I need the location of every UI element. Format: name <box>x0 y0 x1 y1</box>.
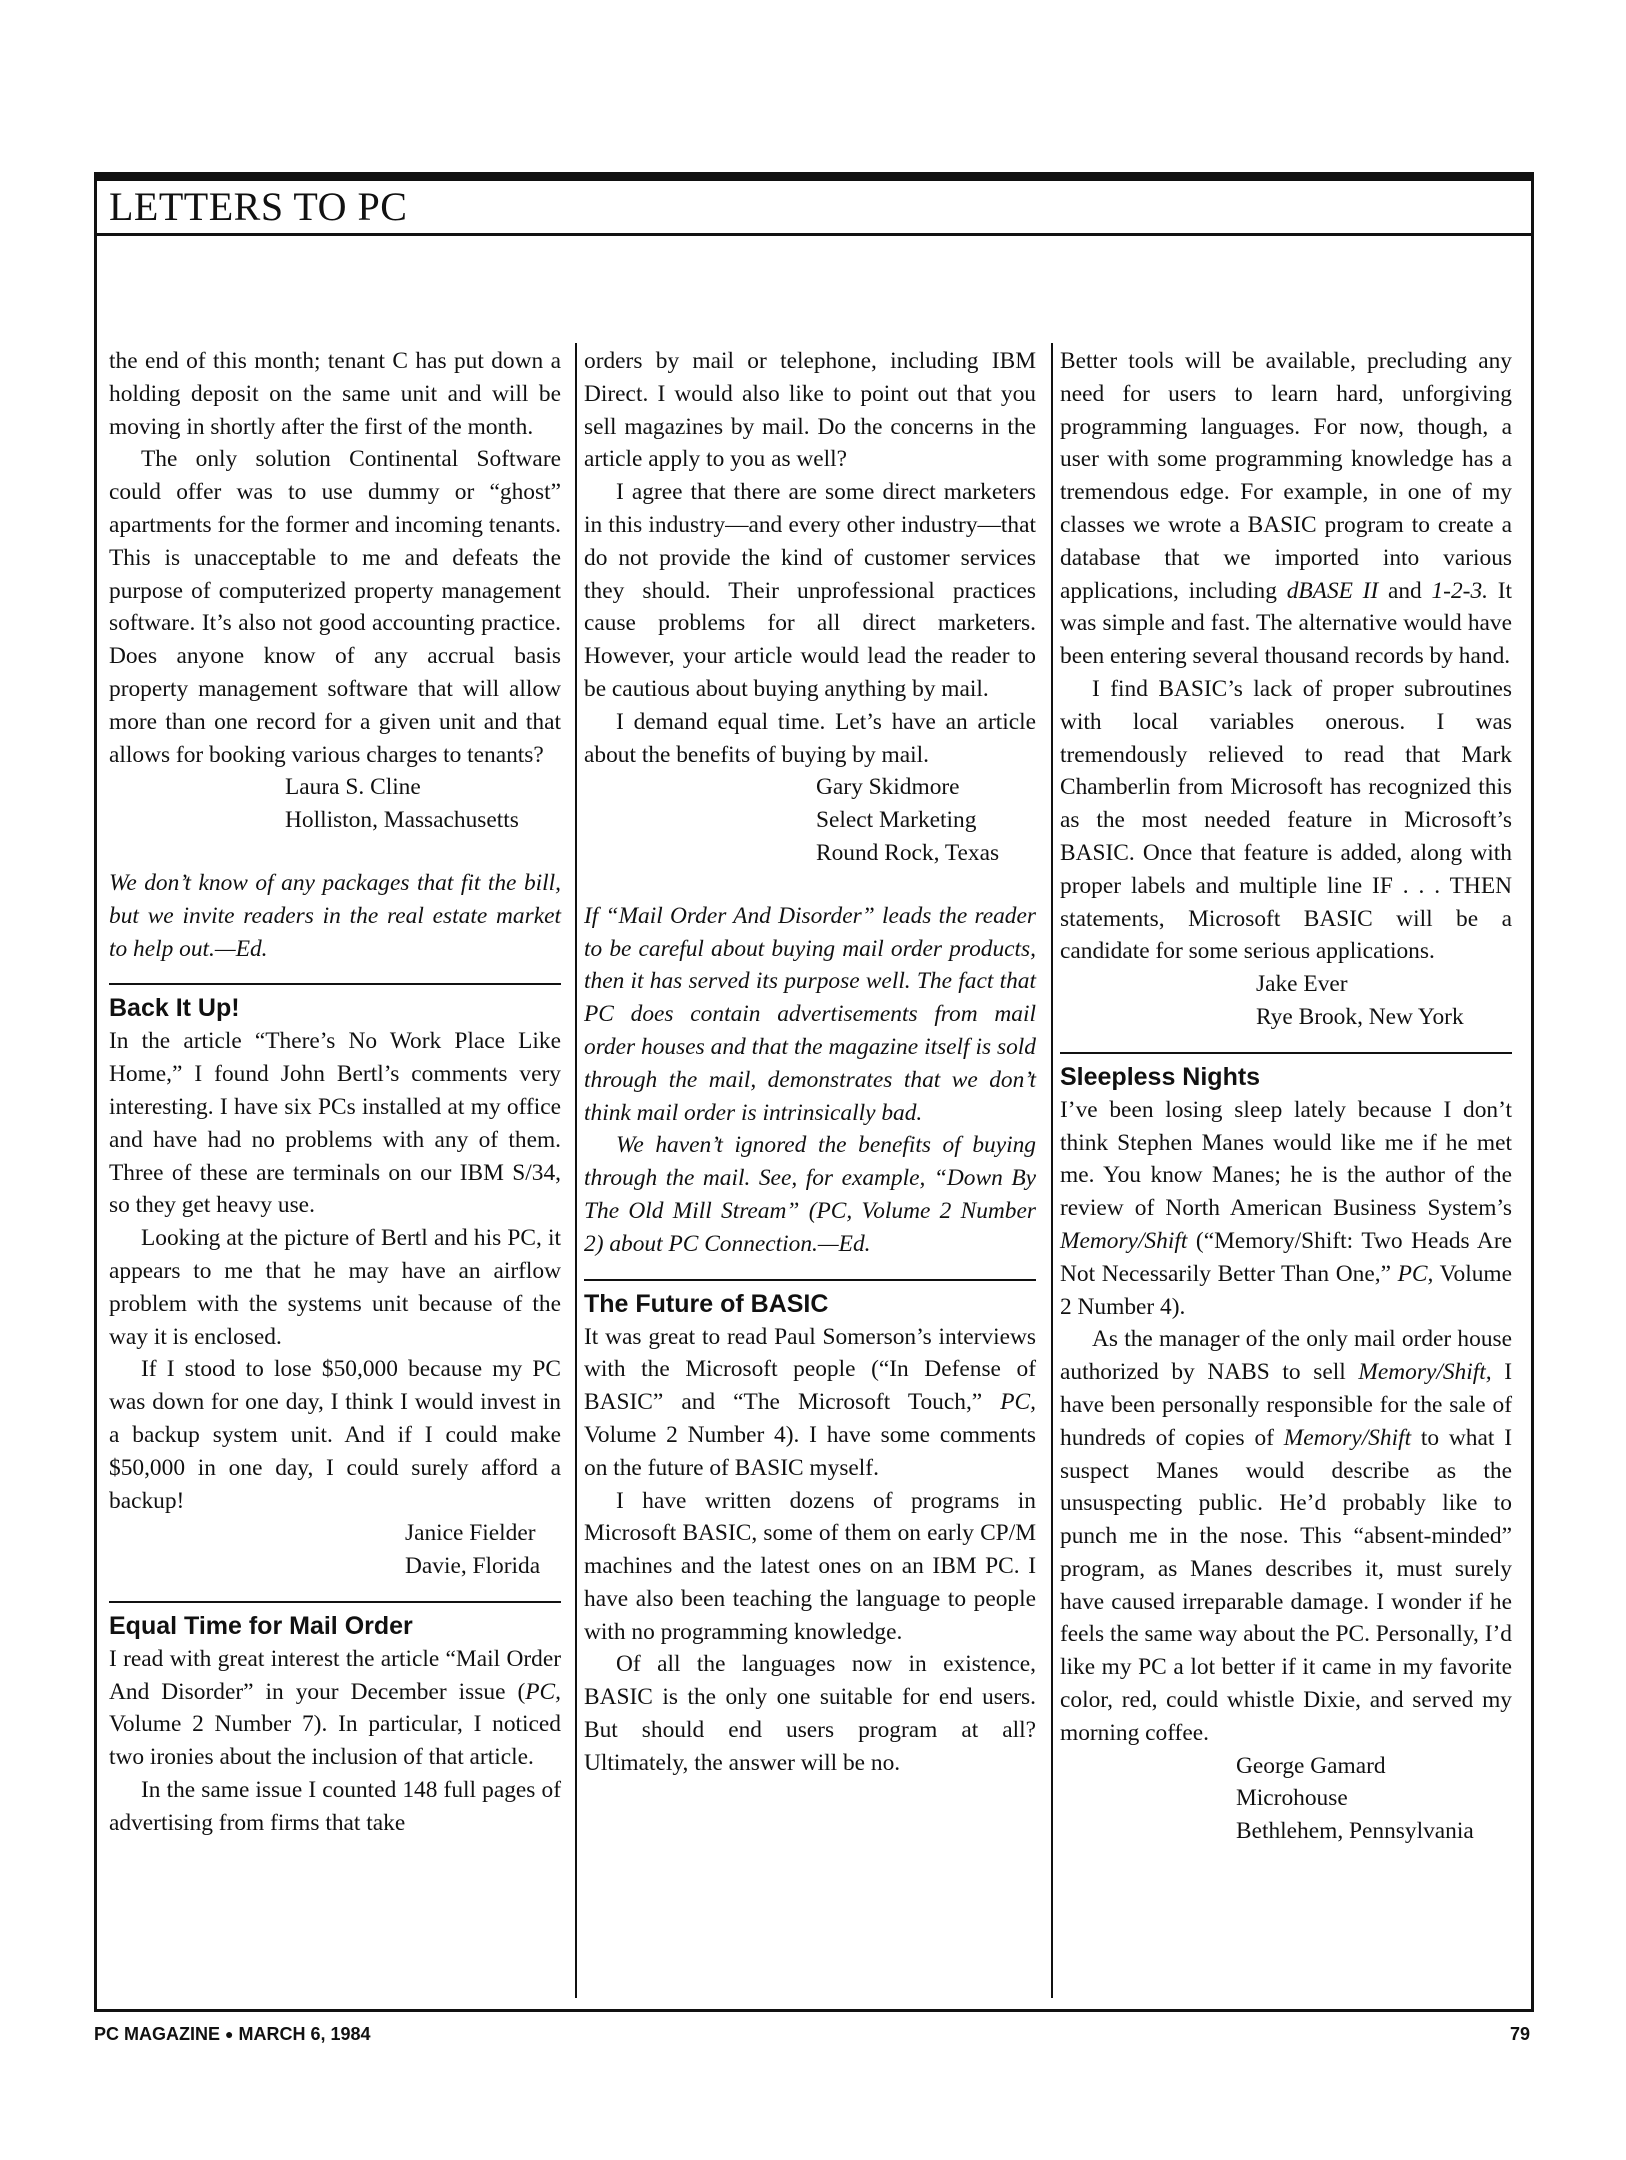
column-2 <box>584 345 1036 1780</box>
text-run: It was simple and fast. The alternative would have been entering several thousand records by hand. <box>1060 577 1513 670</box>
text-run: I have been personally responsible for the sale of hundreds of copies of <box>1060 1359 1512 1451</box>
section-divider <box>109 983 561 985</box>
signature-place: Rye Brook, New York <box>1256 1003 1464 1030</box>
letter-paragraph <box>109 1643 561 1774</box>
letter-paragraph: I have written dozens of programs in Microsoft BASIC, some of them on early CP/M machines and the latest ones on an IBM PC. I have also been teaching the language to people with no programming knowledge. <box>584 1487 1036 1645</box>
letter-paragraph: In the article “There’s No Work Place Like Home,” I found John Bertl’s comments very interesting. I have six PCs installed at my office and have had no problems with any of them. Three of these are terminals on our IBM S/34, so they get heavy use. <box>109 1028 561 1219</box>
product-name: Memory/Shift <box>1283 1424 1412 1451</box>
spacer <box>109 837 561 867</box>
section-divider <box>584 1279 1036 1281</box>
magazine-name: PC MAGAZINE <box>94 2024 220 2044</box>
page-footer <box>94 2024 1534 2045</box>
issue-date: MARCH 6, 1984 <box>238 2024 371 2044</box>
letter-heading: Equal Time for Mail Order <box>109 1611 413 1640</box>
text-run: Volume 2 Number 4). <box>1060 1260 1512 1320</box>
letter-heading: The Future of BASIC <box>584 1289 829 1318</box>
signature-name: Gary Skidmore <box>816 774 960 801</box>
text-run: (“Memory/Shift: Two Heads Are Not Necessarily Better Than One,” <box>1060 1227 1512 1287</box>
column-1 <box>109 345 561 1840</box>
letter-paragraph: Looking at the picture of Bertl and his PC, it appears to me that he may have an airflow problem with the systems unit because of the way it is enclosed. <box>109 1225 561 1350</box>
text-run: It was great to read Paul Somerson’s interviews with the Microsoft people (“In Defense of BASIC” and “The Microsoft Touch,” <box>584 1323 1036 1416</box>
publication-name: PC, <box>525 1678 561 1705</box>
section-divider <box>109 1601 561 1603</box>
page-number: 79 <box>1509 2024 1530 2044</box>
letter-paragraph <box>1060 1323 1512 1749</box>
letter-paragraph <box>1060 1094 1512 1324</box>
section-header <box>97 181 1531 236</box>
signature <box>584 771 1036 869</box>
page-frame <box>94 172 1534 2012</box>
signature-org: Select Marketing <box>816 807 977 834</box>
letter-paragraph: The only solution Continental Software could offer was to use dummy or “ghost” apartments for the former and incoming tenants. This is unacceptable to me and defeats the purpose of computerized property management software. It’s also not good accounting practice. Does anyone know of any accrual basis property management software that will allow more than one record for a given unit and that allows for booking various charges to tenants? <box>109 446 561 768</box>
column-rule <box>1051 343 1053 1998</box>
letter-paragraph: orders by mail or telephone, including IBM Direct. I would also like to point out that you sell magazines by mail. Do the concerns in the article apply to you as well? <box>584 348 1036 473</box>
letter-heading: Sleepless Nights <box>1060 1062 1261 1091</box>
section-divider <box>1060 1052 1512 1054</box>
editor-note: If “Mail Order And Disorder” leads the reader to be careful about buying mail order products, then it has served its purpose well. The fact that PC does contain advertisements from mail order houses and that the magazine itself is sold through the mail, demonstrates that we don’t think mail order is intrinsically bad. <box>584 902 1036 1126</box>
signature <box>109 1517 561 1583</box>
publication-name: PC, <box>1397 1260 1434 1287</box>
letter-paragraph: I agree that there are some direct marketers in this industry—and every other industry—that do not provide the kind of customer services they should. Their unprofessional practices cause problems for all direct marketers. However, your article would lead the reader to be cautious about buying anything by mail. <box>584 479 1036 702</box>
text-run: Volume 2 Number 7). In particular, I noticed two ironies about the inclusion of that article. <box>109 1711 561 1771</box>
spacer <box>584 870 1036 900</box>
signature-place: Davie, Florida <box>405 1553 541 1580</box>
signature-name: George Gamard <box>1236 1752 1386 1779</box>
column-rule <box>575 343 577 1998</box>
publication-name: PC, <box>1000 1389 1036 1416</box>
letter-paragraph: In the same issue I counted 148 full pages of advertising from firms that take <box>109 1777 561 1836</box>
product-name: 1-2-3. <box>1431 577 1488 604</box>
text-run: Better tools will be available, precluding any need for users to learn hard, unforgiving programming languages. For now, though, a user with some programming knowledge has a tremendous edge. For example, in one of my classes we wrote a BASIC program to create a database that we imported into various applications, including <box>1060 348 1512 604</box>
signature-place: Round Rock, Texas <box>816 839 1000 866</box>
letter-paragraph <box>584 1321 1036 1485</box>
product-name: Memory/Shift, <box>1358 1359 1492 1386</box>
letter-paragraph: If I stood to lose $50,000 because my PC was down for one day, I think I would invest in a backup system unit. And if I could make $50,000 in one day, I could surely afford a backup! <box>109 1356 561 1514</box>
signature <box>109 771 561 837</box>
signature-place: Bethlehem, Pennsylvania <box>1236 1818 1474 1845</box>
letter-paragraph: I demand equal time. Let’s have an article about the benefits of buying by mail. <box>584 708 1036 768</box>
text-run: I’ve been losing sleep lately because I don’t think Stephen Manes would like me if he met me. You know Manes; he is the author of the review of North American Business System’s <box>1060 1096 1512 1222</box>
signature-org: Microhouse <box>1236 1785 1348 1812</box>
bullet-icon: ● <box>225 2026 234 2042</box>
letter-paragraph: Of all the languages now in existence, BASIC is the only one suitable for end users. But should end users program at all? Ultimately, the answer will be no. <box>584 1651 1036 1776</box>
signature <box>1060 1750 1512 1848</box>
text-run: Volume 2 Number 4). I have some comments on the future of BASIC myself. <box>584 1421 1036 1481</box>
signature-name: Janice Fielder <box>405 1520 536 1547</box>
text-run: I read with great interest the article “Mail Order And Disorder” in your December issue ( <box>109 1645 561 1705</box>
letter-paragraph <box>1060 345 1512 673</box>
signature-name: Laura S. Cline <box>285 774 421 801</box>
text-run: As the manager of the only mail order house authorized by NABS to sell <box>1060 1326 1512 1386</box>
text-run: and <box>1378 577 1432 604</box>
text-run: to what I suspect Manes would describe as the unsuspecting public. He’d probably like to punch me in the nose. This “absent-minded” program, as Manes describes it, must surely have caused irreparable damage. I wonder if he feels the same way about the PC. Personally, I’d like my PC a lot better if it came in my favorite color, red, could whistle Dixie, and served my morning coffee. <box>1060 1424 1512 1746</box>
letter-paragraph: the end of this month; tenant C has put down a holding deposit on the same unit and will be moving in shortly after the first of the month. <box>109 348 561 440</box>
editor-note: We don’t know of any packages that fit the bill, but we invite readers in the real estate market to help out.—Ed. <box>109 869 561 962</box>
letter-paragraph: I find BASIC’s lack of proper subroutines with local variables onerous. I was tremendously relieved to read that Mark Chamberlin from Microsoft has recognized this as the most needed feature in Microsoft’s BASIC. Once that feature is added, along with proper labels and multiple line IF . . . THEN statements, Microsoft BASIC will be a candidate for some serious applications. <box>1060 675 1512 965</box>
column-3 <box>1060 345 1512 1848</box>
signature-place: Holliston, Massachusetts <box>285 807 519 834</box>
product-name: dBASE II <box>1286 577 1379 604</box>
editor-note: We haven’t ignored the benefits of buying through the mail. See, for example, “Down By The Old Mill Stream” (PC, Volume 2 Number 2) about PC Connection.—Ed. <box>584 1132 1036 1257</box>
signature <box>1060 968 1512 1034</box>
letter-heading: Back It Up! <box>109 994 240 1023</box>
signature-name: Jake Ever <box>1256 971 1348 998</box>
section-title: LETTERS TO PC <box>109 184 408 229</box>
product-name: Memory/Shift <box>1060 1227 1188 1254</box>
